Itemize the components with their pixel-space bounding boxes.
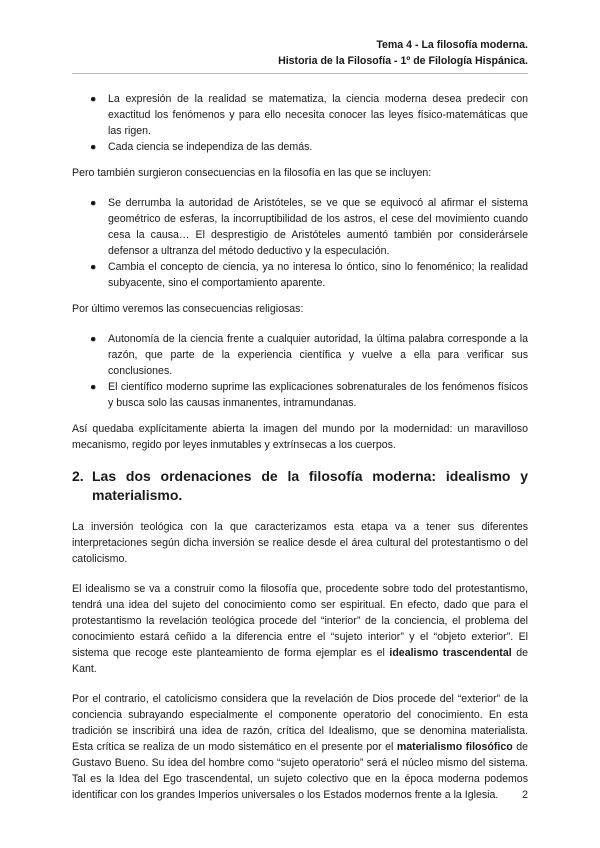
paragraph-religious-consequences: Por último veremos las consecuencias religiosas:	[72, 303, 304, 315]
header-topic: Tema 4 - La filosofía moderna.	[376, 39, 528, 51]
list-item: ● El científico moderno suprime las explicaciones sobrenaturales de los fenómenos físicos y busca solo las causas inmanentes, intramundanas.	[90, 381, 528, 409]
bullet-list-religion	[72, 331, 528, 411]
bullet-list-science	[72, 91, 528, 155]
bullet-icon: ●	[90, 141, 97, 153]
paragraph-philosophy-consequences: Pero también surgieron consecuencias en la filosofía en las que se incluyen:	[72, 167, 432, 179]
bullet-icon: ●	[90, 381, 97, 393]
header-divider	[72, 73, 528, 74]
list-item: ● La expresión de la realidad se matematiza, la ciencia moderna desea predecir con exactitud los fenómenos y para ello necesita conocer las leyes físico-matemáticas que las rigen.	[90, 93, 528, 137]
list-item: ● Cada ciencia se independiza de las demás.	[90, 141, 313, 153]
list-item: ● Cambia el concepto de ciencia, ya no interesa lo óntico, sino lo fenoménico; la realidad subyacente, sino el comportamiento aparente.	[90, 261, 528, 289]
bullet-icon: ●	[90, 261, 97, 273]
list-item: ● Autonomía de la ciencia frente a cualquier autoridad, la última palabra corresponde a la razón, que parte de la experiencia científica y vuelve a ella para verificar sus conclusiones.	[90, 333, 528, 377]
term-materialismo-filosofico: materialismo filosófico	[396, 741, 513, 753]
page-header	[278, 37, 528, 69]
section-title: Las dos ordenaciones de la filosofía moderna: idealismo y materialismo.	[92, 468, 528, 503]
paragraph-inversion: La inversión teológica con la que caracterizamos esta etapa va a tener sus diferentes interpretaciones según dicha inversión se realice desde el área cultural del protestantismo o del catolicismo.	[72, 521, 528, 565]
paragraph-world-image: Así quedaba explícitamente abierta la imagen del mundo por la modernidad: un maravilloso mecanismo, regido por leyes inmutables y extrínsecas a los cuerpos.	[72, 423, 528, 451]
section-number: 2.	[72, 468, 84, 484]
bullet-icon: ●	[90, 333, 97, 345]
bullet-list-philosophy	[72, 195, 528, 291]
bullet-icon: ●	[90, 93, 97, 105]
paragraph-catholicism: Por el contrario, el catolicismo considera que la revelación de Dios procede del “exterior” de la conciencia subrayando especialmente el componente operatorio del conocimiento. En esta tradición se inscribirá una idea de razón, crítica del Idealismo, que se denomina materialista. Esta crítica se realiza de un modo sistemático en el presente por el materialismo filosófico de Gustavo Bueno. Su idea del hombre como “sujeto operatorio” será el núcleo mismo del sistema. Tal es la Idea del Ego trascendental, un sujeto colectivo que en la época moderna podemos identificar con los grandes Imperios universales o los Estados modernos frente a la Iglesia.	[72, 693, 528, 801]
term-idealismo-trascendental: idealismo trascendental	[389, 647, 512, 659]
section-heading	[72, 467, 528, 505]
page-number: 2	[522, 789, 528, 801]
paragraph-idealism: El idealismo se va a construir como la filosofía que, procedente sobre todo del protestantismo, tendrá una idea del sujeto del conocimiento como ser espiritual. En efecto, dado que para el protestantismo la revelación teológica procede del “interior” de la conciencia, el problema del conocimiento estará ceñido a la diferencia entre el “sujeto interior” y el “objeto exterior”. El sistema que recoge este planteamiento de forma ejemplar es el idealismo trascendental de Kant.	[72, 583, 529, 675]
bullet-icon: ●	[90, 197, 97, 209]
header-course: Historia de la Filosofía - 1º de Filología Hispánica.	[278, 55, 528, 67]
document-body	[72, 91, 528, 817]
list-item: ● Se derrumba la autoridad de Aristóteles, se ve que se equivocó al afirmar el sistema geométrico de esferas, la incorruptibilidad de los astros, el cese del movimiento cuando cesa la causa… El desprestigio de Aristóteles aumentó también por considerársele defensor a ultranza del método deductivo y la especulación.	[90, 197, 528, 257]
